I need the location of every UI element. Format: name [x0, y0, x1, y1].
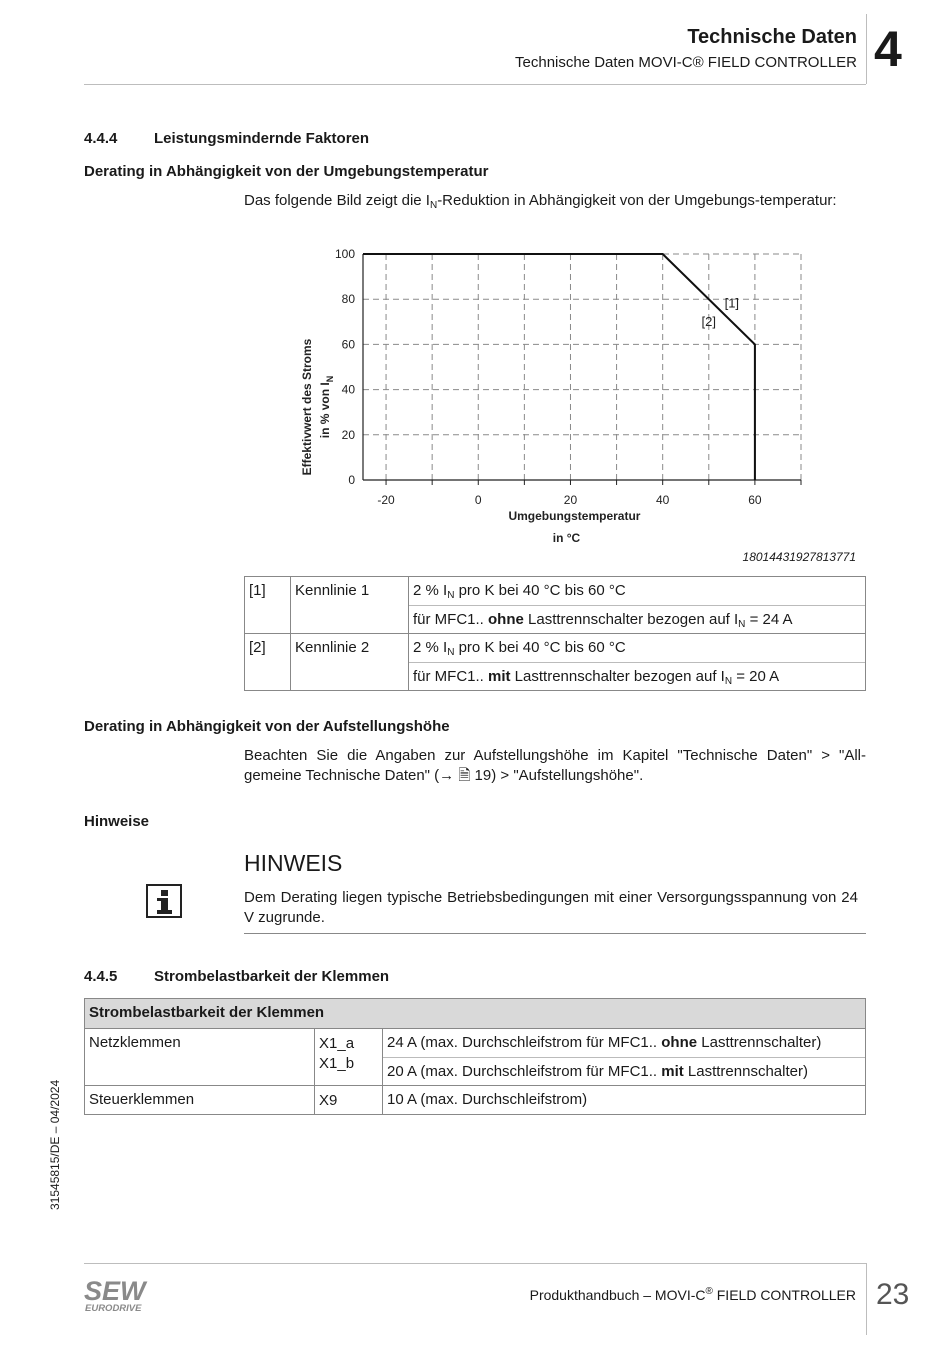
legend-row-1 — [245, 577, 866, 634]
klemmen-value: 20 A (max. Durchschleifstrom für MFC1.. mit Lasttrennschalter) — [383, 1057, 865, 1085]
hinweise-heading: Hinweise — [84, 813, 150, 830]
legend-key: [1] — [245, 577, 291, 634]
derating-height-text: Beachten Sie die Angaben zur Aufstellungshöhe im Kapitel "Technische Daten" > "All-gemeine Technische Daten" (→ 🗎 19) > "Aufstellungshöhe". — [244, 747, 866, 784]
derating-chart — [296, 238, 816, 550]
legend-name: Kennlinie 1 — [291, 577, 409, 634]
legend-desc-line: 2 % $I_N$ pro K bei 40 °C bis 60 °C — [413, 639, 626, 658]
table-row — [85, 1086, 866, 1115]
header-subtitle: Technische Daten MOVI-C® FIELD CONTROLLER — [515, 54, 857, 71]
y-tick-label: 0 — [348, 473, 355, 487]
section-heading — [84, 130, 369, 147]
hinweis-rule — [244, 933, 866, 934]
klemmen-table-header: Strombelastbarkeit der Klemmen — [85, 999, 866, 1029]
footer-rule — [84, 1263, 866, 1264]
chapter-number: 4 — [874, 21, 902, 77]
y-tick-label: 20 — [341, 427, 355, 442]
y-tick-label: 100 — [334, 247, 355, 261]
chart-id: 18014431927813771 — [742, 550, 856, 564]
header-title: Technische Daten — [687, 26, 857, 48]
klemmen-table — [84, 998, 866, 1115]
x-tick-label: 20 — [563, 493, 578, 507]
header-vertical-rule — [866, 14, 867, 84]
info-icon — [146, 884, 182, 918]
header-rule — [84, 84, 866, 85]
sew-eurodrive-logo — [84, 1278, 154, 1314]
klemmen-value: 24 A (max. Durchschleifstrom für MFC1.. ohne Lasttrennschalter) — [387, 1034, 822, 1051]
legend-desc-line: für MFC1.. ohne Lasttrennschalter bezogen auf $I_N = 24$ A — [409, 605, 865, 633]
x-axis-unit: in °C — [552, 531, 581, 545]
curve-annotation-1: [1] — [724, 295, 740, 311]
section-title: Leistungsmindernde Faktoren — [154, 130, 370, 147]
klemmen-value: 10 A (max. Durchschleifstrom) — [387, 1091, 588, 1108]
klemmen-name: Steuerklemmen — [85, 1086, 315, 1115]
legend-key: [2] — [245, 634, 291, 691]
section2-heading — [84, 968, 389, 985]
x-tick-label: 0 — [474, 493, 482, 507]
section2-title: Strombelastbarkeit der Klemmen — [154, 968, 390, 985]
legend-row-2 — [245, 634, 866, 691]
klemmen-terminals: X1_a X1_b — [315, 1029, 383, 1086]
curve-annotation-2: [2] — [701, 313, 717, 329]
y-tick-label: 60 — [341, 337, 355, 352]
x-tick-label: -20 — [377, 493, 395, 507]
x-tick-label: 60 — [748, 493, 762, 507]
derating-chart-svg — [296, 238, 816, 550]
derating-height-heading: Derating in Abhängigkeit von der Aufstellungshöhe — [84, 718, 450, 735]
legend-name: Kennlinie 2 — [291, 634, 409, 691]
legend-desc-line: 2 % $I_N$ pro K bei 40 °C bis 60 °C — [413, 582, 626, 601]
x-tick-label: 40 — [656, 493, 670, 507]
y-tick-label: 80 — [341, 292, 355, 307]
y-tick-label: 40 — [341, 382, 355, 397]
klemmen-name: Netzklemmen — [85, 1029, 315, 1086]
footer-vertical-rule — [866, 1263, 867, 1335]
svg-text:SEW: SEW — [84, 1278, 146, 1306]
legend-table — [244, 576, 866, 691]
legend-desc-line: für MFC1.. mit Lasttrennschalter bezogen auf $I_N = 20$ A — [409, 662, 865, 690]
page-number: 23 — [876, 1278, 910, 1311]
hinweis-text: Dem Derating liegen typische Betriebsbedingungen mit einer Versorgungsspannung von 24 V zugrunde. — [244, 889, 858, 926]
hinweis-title: HINWEIS — [244, 850, 343, 876]
derating-temp-intro: Das folgende Bild zeigt die $I_N$-Reduktion in Abhängigkeit von der Umgebungs-temperatur: — [244, 192, 837, 211]
svg-text:EURODRIVE: EURODRIVE — [85, 1303, 142, 1314]
section2-number: 4.4.5 — [84, 968, 118, 985]
derating-temp-heading: Derating in Abhängigkeit von der Umgebungstemperatur — [84, 163, 489, 180]
series-line-1 — [363, 254, 755, 480]
section-number: 4.4.4 — [84, 130, 118, 147]
y-axis-label-unit: in % von $I_N$ — [318, 375, 335, 439]
document-code: 31545815/DE – 04/2024 — [48, 1079, 62, 1210]
table-row — [85, 1029, 866, 1086]
footer-text: Produkthandbuch – MOVI-C® FIELD CONTROLLER — [529, 1286, 856, 1303]
y-axis-label: Effektivwert des Stroms — [300, 338, 314, 476]
klemmen-terminals: X9 — [315, 1086, 383, 1115]
x-axis-label: Umgebungstemperatur — [508, 509, 641, 523]
